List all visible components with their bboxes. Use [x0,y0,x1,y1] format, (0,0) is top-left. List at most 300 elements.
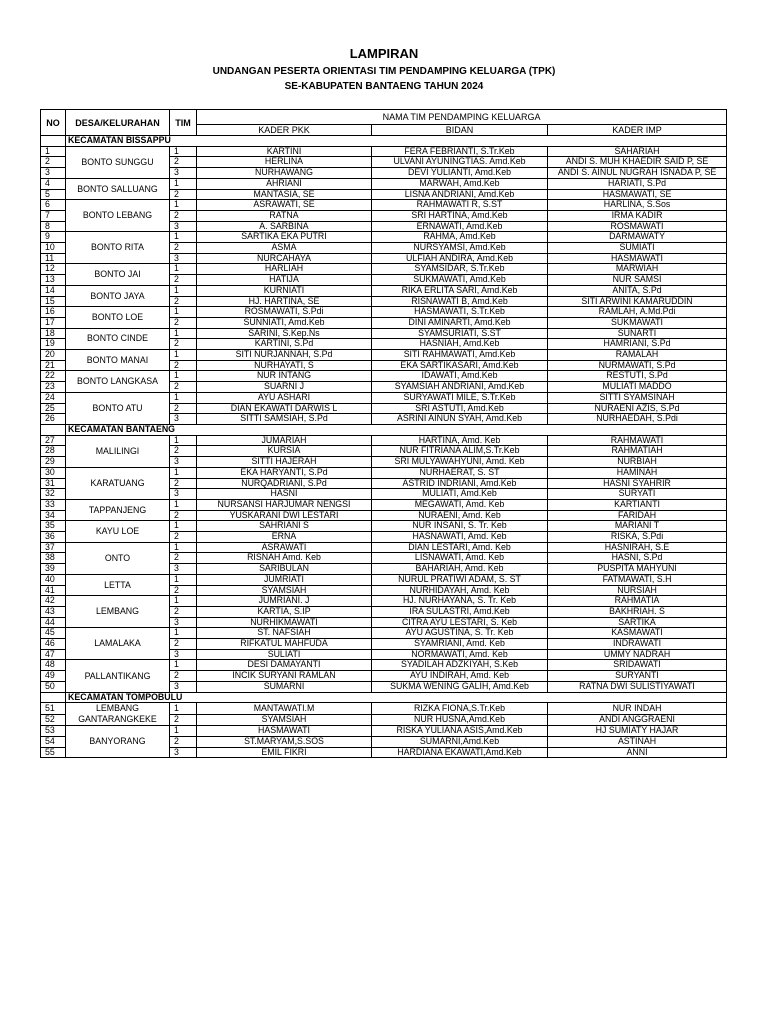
cell-kader-pkk: INCIK SURYANI RAMLAN [197,671,372,682]
cell-tim: 2 [170,210,197,221]
table-row [41,328,727,339]
cell-no: 15 [41,296,66,307]
cell-tim: 1 [170,467,197,478]
cell-kader-pkk: NURSANSI HARJUMAR NENGSI [197,499,372,510]
header-no: NO [41,110,66,136]
cell-kader-pkk: HASMAWATI [197,726,372,737]
cell-no: 51 [41,703,66,715]
cell-bidan: NORMAWATI, Amd. Keb [372,649,548,660]
cell-no: 55 [41,747,66,758]
cell-no: 25 [41,403,66,414]
cell-desa: MALILINGI [66,435,170,467]
cell-kader-pkk: SITTI HAJERAH [197,457,372,468]
cell-bidan: IDAWATI, Amd.Keb [372,371,548,382]
cell-tim: 2 [170,446,197,457]
cell-no: 44 [41,617,66,628]
cell-kader-imp: FARIDAH [548,510,727,521]
cell-no: 33 [41,499,66,510]
cell-kader-pkk: JUMARIAH [197,435,372,446]
cell-tim: 2 [170,189,197,200]
cell-tim: 1 [170,499,197,510]
cell-kader-pkk: DESI DAMAYANTI [197,660,372,671]
cell-bidan: ERNAWATI, Amd.Keb [372,221,548,232]
cell-kader-imp: RISKA, S.Pdi [548,532,727,543]
cell-kader-imp: HASMAWATI, SE [548,189,727,200]
table-row [41,542,727,553]
cell-tim: 2 [170,360,197,371]
cell-bidan: RAHMAWATI R, S.ST [372,200,548,211]
cell-kader-imp: ANDI S. MUH KHAEDIR SAID P, SE [548,157,727,168]
cell-bidan: DEVI YULIANTI, Amd.Keb [372,168,548,179]
cell-kader-imp: KARTIANTI [548,499,727,510]
cell-no: 30 [41,467,66,478]
cell-tim: 2 [170,157,197,168]
cell-kader-pkk: SUNNIATI, Amd.Keb [197,317,372,328]
cell-kader-pkk: ASRAWATI [197,542,372,553]
cell-no: 20 [41,350,66,361]
cell-bidan: BAHARIAH, Amd. Keb [372,564,548,575]
cell-desa: BONTO LANGKASA [66,371,170,392]
cell-no: 42 [41,596,66,607]
cell-bidan: RIZKA FIONA,S.Tr.Keb [372,703,548,715]
cell-bidan: LISNAWATI, Amd. Keb [372,553,548,564]
cell-bidan: EKA SARTIKASARI, Amd.Keb [372,360,548,371]
cell-kader-imp: FATMAWATI, S.H [548,574,727,585]
cell-kader-imp: UMMY NADRAH [548,649,727,660]
cell-tim: 1 [170,703,197,715]
cell-desa: LEMBANG [66,596,170,628]
cell-no: 5 [41,189,66,200]
header-bidan: BIDAN [372,125,548,136]
cell-kader-pkk: JUMRIANI. J [197,596,372,607]
cell-kader-pkk: NURQADRIANI, S.Pd [197,478,372,489]
cell-bidan: IRA SULASTRI, Amd.Keb [372,606,548,617]
cell-no: 49 [41,671,66,682]
cell-kader-imp: KASMAWATI [548,628,727,639]
cell-no: 54 [41,736,66,747]
cell-no: 10 [41,243,66,254]
cell-kader-imp: NUR SAMSI [548,275,727,286]
cell-tim: 1 [170,521,197,532]
cell-kader-imp: HASNI SYAHRIR [548,478,727,489]
cell-no: 50 [41,681,66,692]
cell-kader-pkk: SARIBULAN [197,564,372,575]
cell-kader-pkk: SYAMSIAH [197,714,372,726]
cell-kader-pkk: SYAMSIAH [197,585,372,596]
cell-kader-pkk: YUSKARANI DWI LESTARI [197,510,372,521]
header-kader-imp: KADER IMP [548,125,727,136]
cell-tim: 3 [170,457,197,468]
cell-tim: 3 [170,221,197,232]
cell-kader-imp: MARWIAH [548,264,727,275]
cell-no: 47 [41,649,66,660]
cell-tim: 1 [170,285,197,296]
cell-no: 21 [41,360,66,371]
header-desa: DESA/KELURAHAN [66,110,170,136]
cell-desa: BONTO LOE [66,307,170,328]
cell-kader-pkk: SUMARNI [197,681,372,692]
cell-bidan: SYAMSIDAR, S.Tr.Keb [372,264,548,275]
cell-bidan: NURAENI, Amd. Keb [372,510,548,521]
cell-desa: LAMALAKA [66,628,170,660]
cell-kader-pkk: NURHAWANG [197,168,372,179]
cell-kader-pkk: NURHAYATI, S [197,360,372,371]
cell-desa: BONTO JAYA [66,285,170,306]
cell-tim: 2 [170,671,197,682]
cell-kader-imp: ASTINAH [548,736,727,747]
cell-kader-pkk: AHRIANI [197,178,372,189]
cell-tim: 3 [170,489,197,500]
cell-tim: 2 [170,243,197,254]
cell-bidan: NUR FITRIANA ALIM,S.Tr.Keb [372,446,548,457]
cell-no: 52 [41,714,66,726]
table-row [41,660,727,671]
cell-tim: 1 [170,350,197,361]
cell-kader-imp: HASMAWATI [548,253,727,264]
cell-kader-imp: RATNA DWI SULISTIYAWATI [548,681,727,692]
cell-tim: 1 [170,435,197,446]
cell-kader-imp: RAHMATIA [548,596,727,607]
cell-desa: LEMBANG GANTARANGKEKE [66,703,170,726]
cell-tim: 1 [170,307,197,318]
cell-kader-imp: NURBIAH [548,457,727,468]
page-subtitle-year: SE-KABUPATEN BANTAENG TAHUN 2024 [284,81,484,92]
cell-bidan: NURHIDAYAH, Amd. Keb [372,585,548,596]
cell-tim: 3 [170,649,197,660]
cell-tim: 3 [170,414,197,425]
cell-bidan: HJ. NURHAYANA, S. Tr. Keb [372,596,548,607]
cell-desa: BONTO MANAI [66,350,170,371]
cell-desa: BONTO SUNGGU [66,146,170,178]
cell-kader-pkk: EKA HARYANTI, S.Pd [197,467,372,478]
cell-bidan: MULIATI, Amd.Keb [372,489,548,500]
cell-no: 6 [41,200,66,211]
cell-kader-imp: SURYANTI [548,671,727,682]
cell-tim: 3 [170,168,197,179]
cell-bidan: SYAMSURIATI, S.ST [372,328,548,339]
table-row [41,435,727,446]
cell-kader-pkk: SARTIKA EKA PUTRI [197,232,372,243]
cell-kader-imp: SRIDAWATI [548,660,727,671]
cell-bidan: DINI AMINARTI, Amd.Keb [372,317,548,328]
table-row [41,200,727,211]
cell-no: 46 [41,639,66,650]
cell-kader-pkk: HERLINA [197,157,372,168]
cell-tim: 1 [170,574,197,585]
cell-no: 34 [41,510,66,521]
cell-no: 22 [41,371,66,382]
cell-desa: KAYU LOE [66,521,170,542]
page-title: LAMPIRAN [349,46,419,61]
cell-no: 24 [41,392,66,403]
cell-tim: 1 [170,371,197,382]
table-row [41,232,727,243]
cell-tim: 3 [170,564,197,575]
cell-tim: 2 [170,275,197,286]
table-row [41,703,727,715]
cell-kader-pkk: ASMA [197,243,372,254]
cell-bidan: FERA FEBRIANTI, S.Tr.Keb [372,146,548,157]
cell-no: 13 [41,275,66,286]
cell-no: 35 [41,521,66,532]
cell-bidan: SYAMSIAH ANDRIANI, Amd.Keb [372,382,548,393]
cell-bidan: SURYAWATI MILE, S.Tr.Keb [372,392,548,403]
cell-no: 8 [41,221,66,232]
cell-desa: BONTO SALLUANG [66,178,170,199]
cell-no: 38 [41,553,66,564]
cell-bidan: RAHMA, Amd.Keb [372,232,548,243]
cell-bidan: AYU INDIRAH, Amd. Keb [372,671,548,682]
cell-tim: 2 [170,382,197,393]
cell-kader-imp: HARIATI, S.Pd [548,178,727,189]
cell-kader-imp: RAHMATIAH [548,446,727,457]
cell-no: 11 [41,253,66,264]
section-spacer [41,424,66,435]
cell-kader-pkk: A. SARBINA [197,221,372,232]
cell-no: 7 [41,210,66,221]
cell-bidan: SITI RAHMAWATI, Amd.Keb [372,350,548,361]
cell-desa: PALLANTIKANG [66,660,170,692]
cell-kader-imp: NURAENI AZIS, S.Pd [548,403,727,414]
cell-tim: 2 [170,317,197,328]
cell-bidan: ASTRID INDRIANI, Amd.Keb [372,478,548,489]
cell-kader-imp: HARLINA, S.Sos [548,200,727,211]
cell-kader-pkk: AYU ASHARI [197,392,372,403]
cell-kader-pkk: ROSMAWATI, S.Pdi [197,307,372,318]
cell-bidan: SUKMAWATI, Amd.Keb [372,275,548,286]
cell-kader-imp: RESTUTI, S.Pd [548,371,727,382]
cell-kader-imp: SURYATI [548,489,727,500]
cell-kader-pkk: KURNIATI [197,285,372,296]
cell-bidan: HASNIAH, Amd.Keb [372,339,548,350]
cell-kader-pkk: RISNAH Amd. Keb [197,553,372,564]
cell-desa: BONTO CINDE [66,328,170,349]
cell-tim: 2 [170,403,197,414]
cell-tim: 2 [170,553,197,564]
table-row [41,307,727,318]
cell-bidan: SUMARNI,Amd.Keb [372,736,548,747]
cell-no: 48 [41,660,66,671]
cell-desa: KARATUANG [66,467,170,499]
cell-no: 9 [41,232,66,243]
cell-kader-pkk: SARINI, S.Kep.Ns [197,328,372,339]
cell-bidan: NURUL PRATIWI ADAM, S. ST [372,574,548,585]
table-row [41,726,727,737]
cell-kader-imp: NURMAWATI, S.Pd [548,360,727,371]
cell-no: 14 [41,285,66,296]
cell-bidan: CITRA AYU LESTARI, S. Keb [372,617,548,628]
cell-desa: BONTO JAI [66,264,170,285]
cell-kader-imp: DARMAWATY [548,232,727,243]
page-subtitle: UNDANGAN PESERTA ORIENTASI TIM PENDAMPING KELUARGA (TPK) [212,66,556,77]
cell-kader-pkk: DIAN EKAWATI DARWIS L [197,403,372,414]
section-row [41,136,727,147]
cell-desa: BONTO LEBANG [66,200,170,232]
section-title: KECAMATAN BANTAENG [66,424,727,435]
cell-bidan: HASNAWATI, Amd. Keb [372,532,548,543]
cell-desa: BANYORANG [66,726,170,758]
section-spacer [41,692,66,703]
cell-kader-imp: RAMLAH, A.Md.Pdi [548,307,727,318]
table-row [41,146,727,157]
cell-no: 41 [41,585,66,596]
cell-kader-pkk: ERNA [197,532,372,543]
cell-no: 3 [41,168,66,179]
cell-kader-imp: HASNIRAH, S.E [548,542,727,553]
cell-bidan: NURSYAMSI, Amd.Keb [372,243,548,254]
cell-kader-imp: RAMALAH [548,350,727,361]
cell-kader-imp: MULIATI MADDO [548,382,727,393]
table-row [41,574,727,585]
cell-kader-imp: ANITA, S.Pd [548,285,727,296]
cell-no: 4 [41,178,66,189]
cell-kader-imp: HAMRIANI, S.Pd [548,339,727,350]
cell-bidan: ASRINI AINUN SYAH, Amd.Keb [372,414,548,425]
header-group: NAMA TIM PENDAMPING KELUARGA [197,110,727,125]
cell-bidan: MEGAWATI, Amd. Keb [372,499,548,510]
cell-tim: 1 [170,596,197,607]
cell-desa: BONTO RITA [66,232,170,264]
cell-bidan: ULVANI AYUNINGTIAS. Amd.Keb [372,157,548,168]
cell-no: 2 [41,157,66,168]
table-row [41,264,727,275]
header-kader-pkk: KADER PKK [197,125,372,136]
cell-tim: 1 [170,542,197,553]
table-row [41,392,727,403]
cell-bidan: SRI ASTUTI, Amd.Keb [372,403,548,414]
cell-no: 39 [41,564,66,575]
cell-kader-pkk: HARLIAH [197,264,372,275]
table-row [41,350,727,361]
table-row [41,499,727,510]
cell-tim: 2 [170,639,197,650]
cell-kader-pkk: MANTASIA, SE [197,189,372,200]
cell-no: 32 [41,489,66,500]
section-row [41,424,727,435]
cell-tim: 1 [170,726,197,737]
cell-kader-pkk: NUR INTANG [197,371,372,382]
table-row [41,467,727,478]
cell-tim: 3 [170,747,197,758]
table-row [41,521,727,532]
section-row [41,692,727,703]
cell-tim: 1 [170,146,197,157]
cell-kader-imp: HASNI, S.Pd [548,553,727,564]
section-title: KECAMATAN BISSAPPU [66,136,727,147]
cell-kader-pkk: KARTINI [197,146,372,157]
cell-bidan: HASMAWATI, S.Tr.Keb [372,307,548,318]
cell-no: 40 [41,574,66,585]
cell-no: 23 [41,382,66,393]
cell-kader-imp: SUNARTI [548,328,727,339]
cell-kader-pkk: NURHIKMAWATI [197,617,372,628]
table-body [41,136,727,758]
cell-no: 43 [41,606,66,617]
cell-kader-imp: SUMIATI [548,243,727,254]
cell-desa: TAPPANJENG [66,499,170,520]
cell-kader-pkk: RATNA [197,210,372,221]
cell-kader-imp: BAKHRIAH. S [548,606,727,617]
cell-bidan: SRI MULYAWAHYUNI, Amd. Keb [372,457,548,468]
cell-tim: 1 [170,264,197,275]
cell-no: 45 [41,628,66,639]
cell-kader-pkk: NURCAHAYA [197,253,372,264]
cell-kader-imp: RAHMAWATI [548,435,727,446]
cell-kader-pkk: HATIJA [197,275,372,286]
cell-tim: 1 [170,232,197,243]
cell-kader-pkk: ST. NAFSIAH [197,628,372,639]
cell-tim: 1 [170,392,197,403]
cell-kader-pkk: KARTINI, S.Pd [197,339,372,350]
cell-bidan: NURHAERAT, S. ST [372,467,548,478]
cell-bidan: NUR INSANI, S. Tr. Keb [372,521,548,532]
cell-no: 16 [41,307,66,318]
cell-kader-imp: IRMA KADIR [548,210,727,221]
cell-kader-imp: NUR INDAH [548,703,727,715]
cell-no: 28 [41,446,66,457]
cell-tim: 3 [170,617,197,628]
cell-bidan: AYU AGUSTINA, S. Tr. Keb [372,628,548,639]
cell-no: 37 [41,542,66,553]
cell-kader-imp: SUKMAWATI [548,317,727,328]
table-row [41,285,727,296]
table-row [41,628,727,639]
cell-no: 31 [41,478,66,489]
cell-kader-pkk: MANTAWATI.M [197,703,372,715]
table-row [41,371,727,382]
cell-bidan: MARWAH, Amd.Keb [372,178,548,189]
cell-kader-imp: ANNI [548,747,727,758]
cell-bidan: RIKA ERLITA SARI, Amd.Keb [372,285,548,296]
cell-kader-pkk: EMIL FIKRI [197,747,372,758]
cell-kader-pkk: JUMRIATI [197,574,372,585]
cell-tim: 3 [170,681,197,692]
cell-kader-imp: SITTI SYAMSINAH [548,392,727,403]
cell-tim: 1 [170,200,197,211]
cell-kader-imp: HJ SUMIATY HAJAR [548,726,727,737]
cell-tim: 2 [170,510,197,521]
cell-kader-pkk: RIFKATUL MAHFUDA [197,639,372,650]
cell-kader-imp: MARIANI T [548,521,727,532]
cell-tim: 1 [170,628,197,639]
section-title: KECAMATAN TOMPOBULU [66,692,727,703]
cell-kader-pkk: KURSIA [197,446,372,457]
cell-bidan: HARDIANA EKAWATI,Amd.Keb [372,747,548,758]
cell-tim: 2 [170,736,197,747]
cell-desa: LETTA [66,574,170,595]
table-row [41,596,727,607]
cell-no: 19 [41,339,66,350]
cell-no: 36 [41,532,66,543]
cell-no: 1 [41,146,66,157]
participants-table [40,109,727,758]
cell-bidan: LISNA ANDRIANI, Amd.Keb [372,189,548,200]
cell-tim: 1 [170,660,197,671]
cell-tim: 2 [170,585,197,596]
cell-no: 18 [41,328,66,339]
cell-kader-pkk: ASRAWATI, SE [197,200,372,211]
cell-tim: 2 [170,478,197,489]
cell-kader-pkk: HJ. HARTINA, SE [197,296,372,307]
cell-bidan: SUKMA WENING GALIH, Amd.Keb [372,681,548,692]
cell-kader-pkk: ST.MARYAM,S.SOS [197,736,372,747]
table-row [41,178,727,189]
cell-no: 53 [41,726,66,737]
cell-bidan: SRI HARTINA, Amd.Keb [372,210,548,221]
cell-bidan: ULFIAH ANDIRA, Amd.Keb [372,253,548,264]
cell-bidan: NUR HUSNA,Amd.Keb [372,714,548,726]
cell-desa: ONTO [66,542,170,574]
